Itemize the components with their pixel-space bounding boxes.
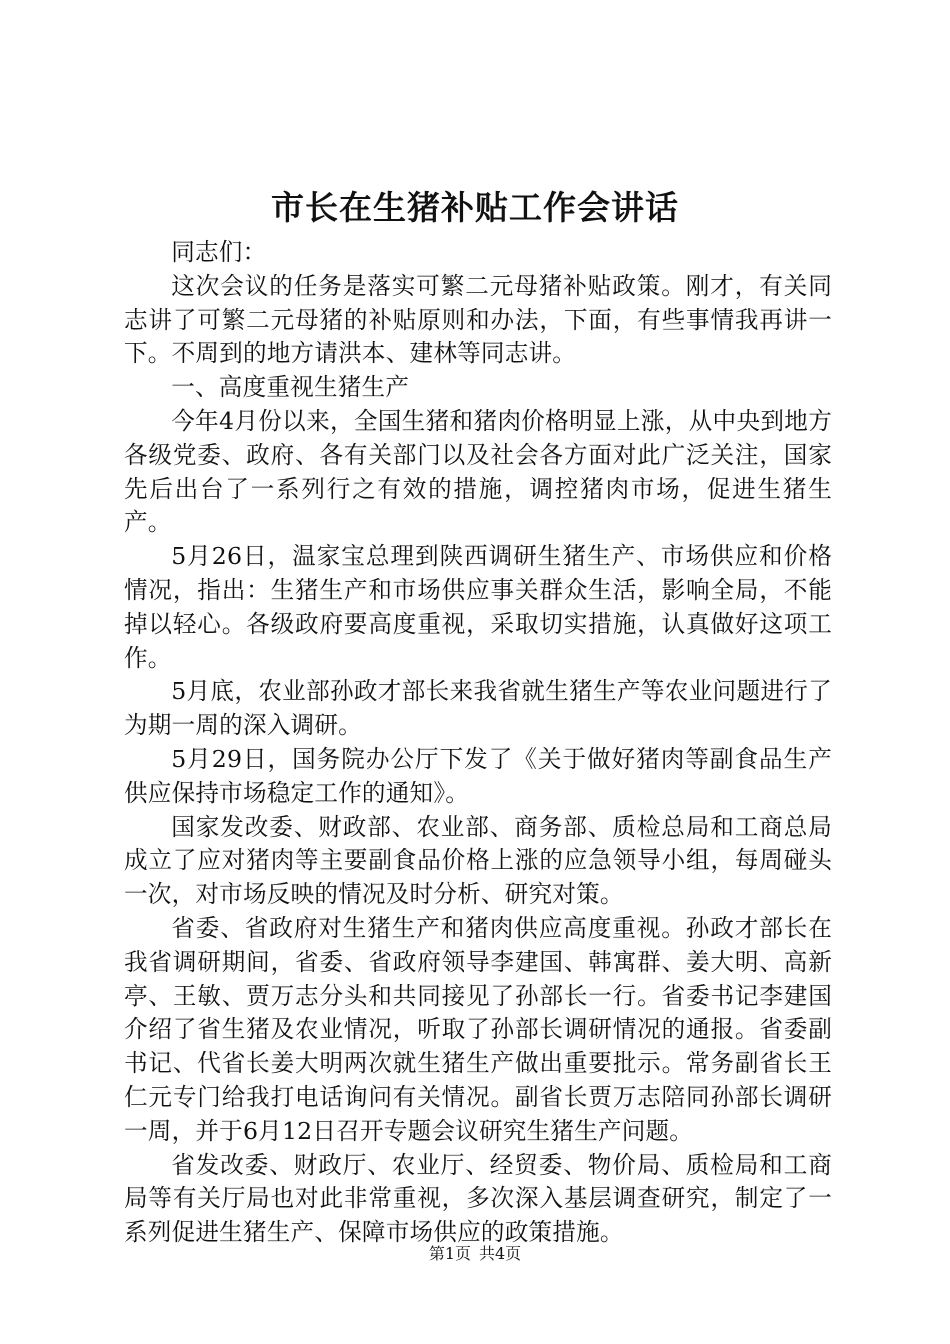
page-number: 第1页 [428,1244,471,1263]
page-footer [0,1243,950,1265]
paragraph: 省委、省政府对生猪生产和猪肉供应高度重视。孙政才部长在我省调研期间，省委、省政府领导李建国、韩寓群、姜大明、高新亭、王敏、贾万志分头和共同接见了孙部长一行。省委书记李建国介绍了省生猪及农业情况，听取了孙部长调研情况的通报。省委副书记、代省长姜大明两次就生猪生产做出重要批示。常务副省长王仁元专门给我打电话询问有关情况。副省长贾万志陪同孙部长调研一周，并于6月12日召开专题会议研究生猪生产问题。 [124,913,832,1145]
paragraph: 今年4月份以来，全国生猪和猪肉价格明显上涨，从中央到地方各级党委、政府、各有关部门以及社会各方面对此广泛关注，国家先后出台了一系列行之有效的措施，调控猪肉市场，促进生猪生产。 [124,406,832,537]
paragraph: 5月26日，温家宝总理到陕西调研生猪生产、市场供应和价格情况，指出：生猪生产和市场供应事关群众生活，影响全局，不能掉以轻心。各级政府要高度重视，采取切实措施，认真做好这项工作。 [124,542,832,672]
paragraph: 国家发改委、财政部、农业部、商务部、质检总局和工商总局成立了应对猪肉等主要副食品价格上涨的应急领导小组，每周碰头一次，对市场反映的情况及时分析、研究对策。 [124,812,832,909]
section-heading: 一、高度重视生猪生产 [171,373,410,402]
paragraph: 省发改委、财政厅、农业厅、经贸委、物价局、质检局和工商局等有关厅局也对此非常重视，多次深入基层调查研究，制定了一系列促进生猪生产、保障市场供应的政策措施。 [124,1150,832,1247]
document-title: 市长在生猪补贴工作会讲话 [271,188,679,227]
paragraph: 这次会议的任务是落实可繁二元母猪补贴政策。刚才，有关同志讲了可繁二元母猪的补贴原则和办法，下面，有些事情我再讲一下。不周到的地方请洪本、建林等同志讲。 [124,271,832,368]
page-total: 共4页 [479,1244,522,1263]
salutation: 同志们： [171,238,267,266]
paragraph: 5月29日，国务院办公厅下发了《关于做好猪肉等副食品生产供应保持市场稳定工作的通知》。 [124,744,832,807]
paragraph: 5月底，农业部孙政才部长来我省就生猪生产等农业问题进行了为期一周的深入调研。 [124,677,832,740]
document-body [124,236,832,1250]
